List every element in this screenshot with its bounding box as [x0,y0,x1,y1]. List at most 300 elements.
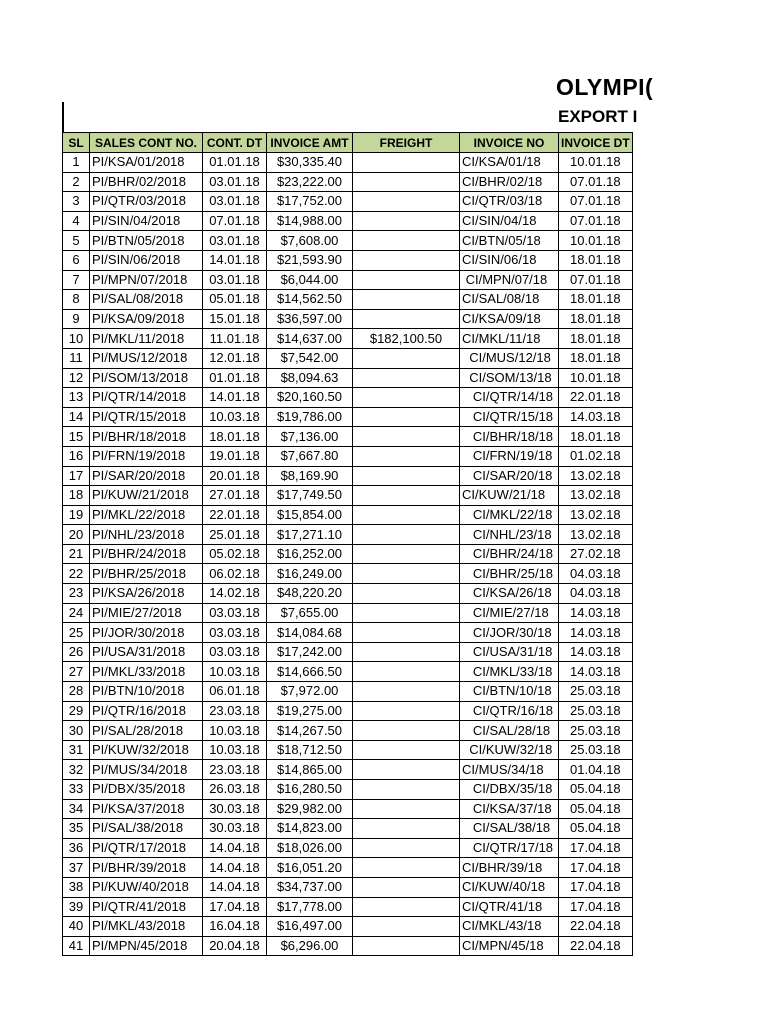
cell-freight [353,858,460,878]
cell-cont-dt: 10.03.18 [203,721,267,741]
cell-invoice-dt: 13.02.18 [559,466,633,486]
table-row [63,427,633,447]
cell-sl: 19 [63,505,90,525]
cell-freight [353,917,460,937]
cell-invoice-dt: 18.01.18 [559,348,633,368]
cell-freight [353,388,460,408]
cell-sl: 4 [63,211,90,231]
cell-invoice-dt: 14.03.18 [559,623,633,643]
table-row [63,466,633,486]
cell-invoice-amt: $14,637.00 [267,329,353,349]
cell-invoice-no: CI/BHR/39/18 [460,858,559,878]
cell-cont-dt: 15.01.18 [203,309,267,329]
cell-invoice-dt: 14.03.18 [559,603,633,623]
cell-sales-cont-no: PI/BHR/02/2018 [90,172,203,192]
cell-cont-dt: 03.03.18 [203,603,267,623]
cell-invoice-dt: 10.01.18 [559,368,633,388]
cell-sl: 41 [63,936,90,956]
cell-cont-dt: 07.01.18 [203,211,267,231]
cell-invoice-amt: $16,280.50 [267,780,353,800]
cell-freight [353,740,460,760]
table-body [63,153,633,956]
cell-sl: 25 [63,623,90,643]
cell-freight [353,270,460,290]
cell-cont-dt: 03.01.18 [203,231,267,251]
cell-invoice-no: CI/JOR/30/18 [460,623,559,643]
cell-sales-cont-no: PI/QTR/03/2018 [90,192,203,212]
cell-sl: 9 [63,309,90,329]
cell-invoice-amt: $17,752.00 [267,192,353,212]
cell-invoice-no: CI/MKL/43/18 [460,917,559,937]
cell-invoice-no: CI/MKL/11/18 [460,329,559,349]
cell-invoice-amt: $14,865.00 [267,760,353,780]
cell-invoice-amt: $36,597.00 [267,309,353,329]
cell-invoice-amt: $14,267.50 [267,721,353,741]
cell-sales-cont-no: PI/MKL/43/2018 [90,917,203,937]
cell-invoice-amt: $17,778.00 [267,897,353,917]
cell-invoice-no: CI/MUS/34/18 [460,760,559,780]
cell-invoice-dt: 14.03.18 [559,642,633,662]
cell-invoice-amt: $7,667.80 [267,446,353,466]
table-row [63,250,633,270]
cell-cont-dt: 19.01.18 [203,446,267,466]
cell-sales-cont-no: PI/QTR/17/2018 [90,838,203,858]
cell-cont-dt: 10.03.18 [203,407,267,427]
cell-sl: 36 [63,838,90,858]
cell-sl: 7 [63,270,90,290]
cell-invoice-no: CI/USA/31/18 [460,642,559,662]
cell-sales-cont-no: PI/QTR/15/2018 [90,407,203,427]
cell-freight [353,877,460,897]
cell-invoice-amt: $14,084.68 [267,623,353,643]
table-header-row [63,133,633,153]
cell-invoice-dt: 22.04.18 [559,917,633,937]
cell-sl: 32 [63,760,90,780]
cell-invoice-amt: $7,542.00 [267,348,353,368]
cell-freight [353,564,460,584]
cell-invoice-amt: $29,982.00 [267,799,353,819]
cell-freight [353,936,460,956]
cell-invoice-dt: 17.04.18 [559,877,633,897]
cell-cont-dt: 01.01.18 [203,368,267,388]
col-header-sl: SL [63,133,90,153]
cell-freight [353,544,460,564]
cell-invoice-dt: 14.03.18 [559,662,633,682]
table-row [63,877,633,897]
cell-freight [353,192,460,212]
cell-sl: 17 [63,466,90,486]
cell-invoice-amt: $7,136.00 [267,427,353,447]
table-row [63,368,633,388]
cell-freight [353,407,460,427]
table-row [63,290,633,310]
cell-invoice-dt: 13.02.18 [559,505,633,525]
cell-sl: 6 [63,250,90,270]
cell-cont-dt: 10.03.18 [203,740,267,760]
table-row [63,348,633,368]
table-row [63,760,633,780]
cell-invoice-dt: 05.04.18 [559,799,633,819]
table-row [63,917,633,937]
cell-freight [353,760,460,780]
cell-invoice-no: CI/MUS/12/18 [460,348,559,368]
cell-freight [353,819,460,839]
cell-cont-dt: 03.03.18 [203,642,267,662]
cell-sl: 13 [63,388,90,408]
cell-sales-cont-no: PI/USA/31/2018 [90,642,203,662]
cell-sales-cont-no: PI/SAL/38/2018 [90,819,203,839]
cell-invoice-amt: $17,271.10 [267,525,353,545]
cell-sl: 24 [63,603,90,623]
cell-invoice-dt: 18.01.18 [559,250,633,270]
cell-freight [353,525,460,545]
cell-cont-dt: 25.01.18 [203,525,267,545]
cell-invoice-amt: $16,051.20 [267,858,353,878]
document-title: OLYMPI( [556,74,654,100]
cell-invoice-no: CI/KSA/37/18 [460,799,559,819]
cell-freight [353,780,460,800]
table-row [63,682,633,702]
cell-sl: 3 [63,192,90,212]
cell-sales-cont-no: PI/MUS/34/2018 [90,760,203,780]
cell-invoice-dt: 07.01.18 [559,192,633,212]
cell-invoice-no: CI/KSA/09/18 [460,309,559,329]
cell-sales-cont-no: PI/QTR/14/2018 [90,388,203,408]
cell-freight [353,211,460,231]
cell-invoice-no: CI/MIE/27/18 [460,603,559,623]
cell-invoice-dt: 25.03.18 [559,682,633,702]
cell-cont-dt: 23.03.18 [203,701,267,721]
cell-invoice-dt: 18.01.18 [559,290,633,310]
cell-invoice-no: CI/SIN/06/18 [460,250,559,270]
cell-sl: 29 [63,701,90,721]
cell-sl: 16 [63,446,90,466]
cell-sales-cont-no: PI/MKL/22/2018 [90,505,203,525]
table-row [63,858,633,878]
cell-cont-dt: 12.01.18 [203,348,267,368]
cell-cont-dt: 05.02.18 [203,544,267,564]
cell-invoice-dt: 01.02.18 [559,446,633,466]
cell-invoice-amt: $17,242.00 [267,642,353,662]
cell-invoice-amt: $14,988.00 [267,211,353,231]
cell-invoice-no: CI/KUW/32/18 [460,740,559,760]
cell-cont-dt: 03.01.18 [203,172,267,192]
table-row [63,505,633,525]
table-row [63,603,633,623]
cell-sl: 15 [63,427,90,447]
cell-invoice-dt: 17.04.18 [559,897,633,917]
cell-sl: 27 [63,662,90,682]
cell-sl: 11 [63,348,90,368]
cell-sl: 33 [63,780,90,800]
cell-sl: 23 [63,584,90,604]
cell-freight [353,662,460,682]
table-row [63,486,633,506]
cell-invoice-no: CI/MKL/33/18 [460,662,559,682]
cell-freight [353,799,460,819]
cell-freight [353,682,460,702]
col-header-invoice-no: INVOICE NO [460,133,559,153]
cell-freight [353,446,460,466]
cell-invoice-dt: 18.01.18 [559,427,633,447]
cell-invoice-dt: 17.04.18 [559,838,633,858]
cell-sales-cont-no: PI/QTR/41/2018 [90,897,203,917]
table-row [63,211,633,231]
cell-invoice-amt: $18,026.00 [267,838,353,858]
cell-invoice-amt: $7,608.00 [267,231,353,251]
cell-invoice-dt: 10.01.18 [559,231,633,251]
cell-freight [353,250,460,270]
cell-sales-cont-no: PI/KSA/09/2018 [90,309,203,329]
cell-sl: 12 [63,368,90,388]
cell-sales-cont-no: PI/KUW/32/2018 [90,740,203,760]
cell-invoice-no: CI/MPN/45/18 [460,936,559,956]
cell-invoice-no: CI/SAL/38/18 [460,819,559,839]
cell-sales-cont-no: PI/MPN/45/2018 [90,936,203,956]
cell-sl: 20 [63,525,90,545]
cell-freight [353,368,460,388]
table-row [63,407,633,427]
cell-invoice-no: CI/KSA/01/18 [460,153,559,173]
table-row [63,329,633,349]
cell-sales-cont-no: PI/DBX/35/2018 [90,780,203,800]
cell-cont-dt: 14.02.18 [203,584,267,604]
table-row [63,721,633,741]
cell-invoice-no: CI/BTN/05/18 [460,231,559,251]
table-row [63,525,633,545]
cell-freight [353,153,460,173]
cell-invoice-amt: $19,275.00 [267,701,353,721]
cell-cont-dt: 16.04.18 [203,917,267,937]
cell-invoice-no: CI/QTR/17/18 [460,838,559,858]
cell-sl: 5 [63,231,90,251]
cell-invoice-no: CI/BHR/18/18 [460,427,559,447]
cell-invoice-no: CI/SOM/13/18 [460,368,559,388]
cell-freight [353,290,460,310]
cell-cont-dt: 03.03.18 [203,623,267,643]
cell-cont-dt: 14.04.18 [203,877,267,897]
cell-invoice-no: CI/KUW/21/18 [460,486,559,506]
cell-invoice-amt: $8,169.90 [267,466,353,486]
cell-invoice-no: CI/NHL/23/18 [460,525,559,545]
cell-sl: 21 [63,544,90,564]
cell-freight [353,231,460,251]
table-row [63,544,633,564]
cell-sl: 30 [63,721,90,741]
cell-cont-dt: 23.03.18 [203,760,267,780]
cell-sl: 40 [63,917,90,937]
cell-sales-cont-no: PI/QTR/16/2018 [90,701,203,721]
cell-invoice-dt: 10.01.18 [559,153,633,173]
border-line [62,102,64,132]
cell-sl: 2 [63,172,90,192]
cell-cont-dt: 27.01.18 [203,486,267,506]
cell-sales-cont-no: PI/MIE/27/2018 [90,603,203,623]
cell-sales-cont-no: PI/KUW/40/2018 [90,877,203,897]
cell-sales-cont-no: PI/BHR/25/2018 [90,564,203,584]
cell-cont-dt: 22.01.18 [203,505,267,525]
table-row [63,838,633,858]
cell-cont-dt: 06.01.18 [203,682,267,702]
cell-freight [353,721,460,741]
table-row [63,740,633,760]
cell-sales-cont-no: PI/BHR/39/2018 [90,858,203,878]
cell-invoice-amt: $7,655.00 [267,603,353,623]
table-row [63,936,633,956]
cell-invoice-no: CI/FRN/19/18 [460,446,559,466]
cell-cont-dt: 17.04.18 [203,897,267,917]
cell-sl: 31 [63,740,90,760]
cell-invoice-dt: 14.03.18 [559,407,633,427]
cell-sales-cont-no: PI/SAL/28/2018 [90,721,203,741]
cell-freight [353,897,460,917]
cell-sales-cont-no: PI/KUW/21/2018 [90,486,203,506]
table-row [63,897,633,917]
cell-freight [353,701,460,721]
cell-cont-dt: 14.04.18 [203,838,267,858]
cell-sales-cont-no: PI/BHR/18/2018 [90,427,203,447]
cell-sl: 1 [63,153,90,173]
cell-sales-cont-no: PI/SAR/20/2018 [90,466,203,486]
cell-invoice-dt: 25.03.18 [559,721,633,741]
table-row [63,270,633,290]
col-header-freight: FREIGHT [353,133,460,153]
cell-cont-dt: 14.04.18 [203,858,267,878]
cell-invoice-no: CI/KUW/40/18 [460,877,559,897]
cell-invoice-amt: $21,593.90 [267,250,353,270]
cell-sales-cont-no: PI/JOR/30/2018 [90,623,203,643]
table-row [63,564,633,584]
cell-freight [353,642,460,662]
cell-cont-dt: 26.03.18 [203,780,267,800]
cell-invoice-amt: $14,562.50 [267,290,353,310]
cell-sl: 8 [63,290,90,310]
cell-freight [353,505,460,525]
cell-invoice-dt: 05.04.18 [559,819,633,839]
cell-invoice-dt: 22.04.18 [559,936,633,956]
cell-invoice-amt: $14,666.50 [267,662,353,682]
cell-invoice-no: CI/QTR/14/18 [460,388,559,408]
cell-invoice-amt: $7,972.00 [267,682,353,702]
col-header-invoice-dt: INVOICE DT [559,133,633,153]
cell-invoice-no: CI/QTR/15/18 [460,407,559,427]
cell-cont-dt: 14.01.18 [203,388,267,408]
cell-freight [353,603,460,623]
cell-sl: 34 [63,799,90,819]
cell-invoice-dt: 01.04.18 [559,760,633,780]
cell-sales-cont-no: PI/KSA/26/2018 [90,584,203,604]
cell-sl: 35 [63,819,90,839]
cell-invoice-dt: 27.02.18 [559,544,633,564]
cell-sales-cont-no: PI/MPN/07/2018 [90,270,203,290]
cell-freight [353,466,460,486]
cell-invoice-no: CI/SAL/08/18 [460,290,559,310]
cell-invoice-amt: $16,252.00 [267,544,353,564]
cell-freight: $182,100.50 [353,329,460,349]
cell-sl: 14 [63,407,90,427]
cell-sales-cont-no: PI/BTN/05/2018 [90,231,203,251]
cell-invoice-amt: $14,823.00 [267,819,353,839]
table-row [63,446,633,466]
cell-freight [353,172,460,192]
cell-invoice-amt: $16,497.00 [267,917,353,937]
cell-invoice-no: CI/MPN/07/18 [460,270,559,290]
col-header-sales-cont-no: SALES CONT NO. [90,133,203,153]
cell-freight [353,486,460,506]
table-row [63,172,633,192]
table-row [63,819,633,839]
table-row [63,309,633,329]
cell-invoice-no: CI/QTR/16/18 [460,701,559,721]
cell-freight [353,309,460,329]
cell-invoice-no: CI/DBX/35/18 [460,780,559,800]
document-subtitle: EXPORT I [558,107,638,126]
cell-invoice-dt: 22.01.18 [559,388,633,408]
table-row [63,231,633,251]
cell-invoice-amt: $34,737.00 [267,877,353,897]
cell-cont-dt: 05.01.18 [203,290,267,310]
table-row [63,799,633,819]
cell-sales-cont-no: PI/MKL/11/2018 [90,329,203,349]
cell-cont-dt: 30.03.18 [203,819,267,839]
cell-cont-dt: 03.01.18 [203,192,267,212]
cell-sl: 22 [63,564,90,584]
cell-sl: 26 [63,642,90,662]
cell-sl: 39 [63,897,90,917]
cell-cont-dt: 14.01.18 [203,250,267,270]
cell-invoice-dt: 04.03.18 [559,564,633,584]
cell-invoice-no: CI/BHR/02/18 [460,172,559,192]
cell-invoice-amt: $6,044.00 [267,270,353,290]
cell-cont-dt: 06.02.18 [203,564,267,584]
cell-invoice-amt: $15,854.00 [267,505,353,525]
cell-invoice-dt: 07.01.18 [559,211,633,231]
cell-sales-cont-no: PI/BHR/24/2018 [90,544,203,564]
cell-sl: 10 [63,329,90,349]
cell-freight [353,348,460,368]
cell-sl: 28 [63,682,90,702]
table-row [63,780,633,800]
cell-invoice-no: CI/MKL/22/18 [460,505,559,525]
col-header-invoice-amt: INVOICE AMT [267,133,353,153]
cell-freight [353,838,460,858]
cell-invoice-amt: $23,222.00 [267,172,353,192]
cell-invoice-amt: $8,094.63 [267,368,353,388]
cell-invoice-amt: $18,712.50 [267,740,353,760]
cell-freight [353,427,460,447]
cell-invoice-dt: 13.02.18 [559,525,633,545]
cell-sales-cont-no: PI/MUS/12/2018 [90,348,203,368]
cell-invoice-dt: 07.01.18 [559,172,633,192]
cell-freight [353,584,460,604]
table-row [63,388,633,408]
cell-invoice-no: CI/SAL/28/18 [460,721,559,741]
cell-sales-cont-no: PI/FRN/19/2018 [90,446,203,466]
cell-invoice-no: CI/SAR/20/18 [460,466,559,486]
cell-sales-cont-no: PI/SAL/08/2018 [90,290,203,310]
table-row [63,623,633,643]
cell-sales-cont-no: PI/KSA/01/2018 [90,153,203,173]
cell-invoice-amt: $17,749.50 [267,486,353,506]
cell-invoice-no: CI/BTN/10/18 [460,682,559,702]
cell-sl: 37 [63,858,90,878]
cell-cont-dt: 18.01.18 [203,427,267,447]
table-row [63,192,633,212]
cell-cont-dt: 03.01.18 [203,270,267,290]
cell-cont-dt: 30.03.18 [203,799,267,819]
cell-invoice-dt: 18.01.18 [559,309,633,329]
cell-invoice-no: CI/QTR/41/18 [460,897,559,917]
